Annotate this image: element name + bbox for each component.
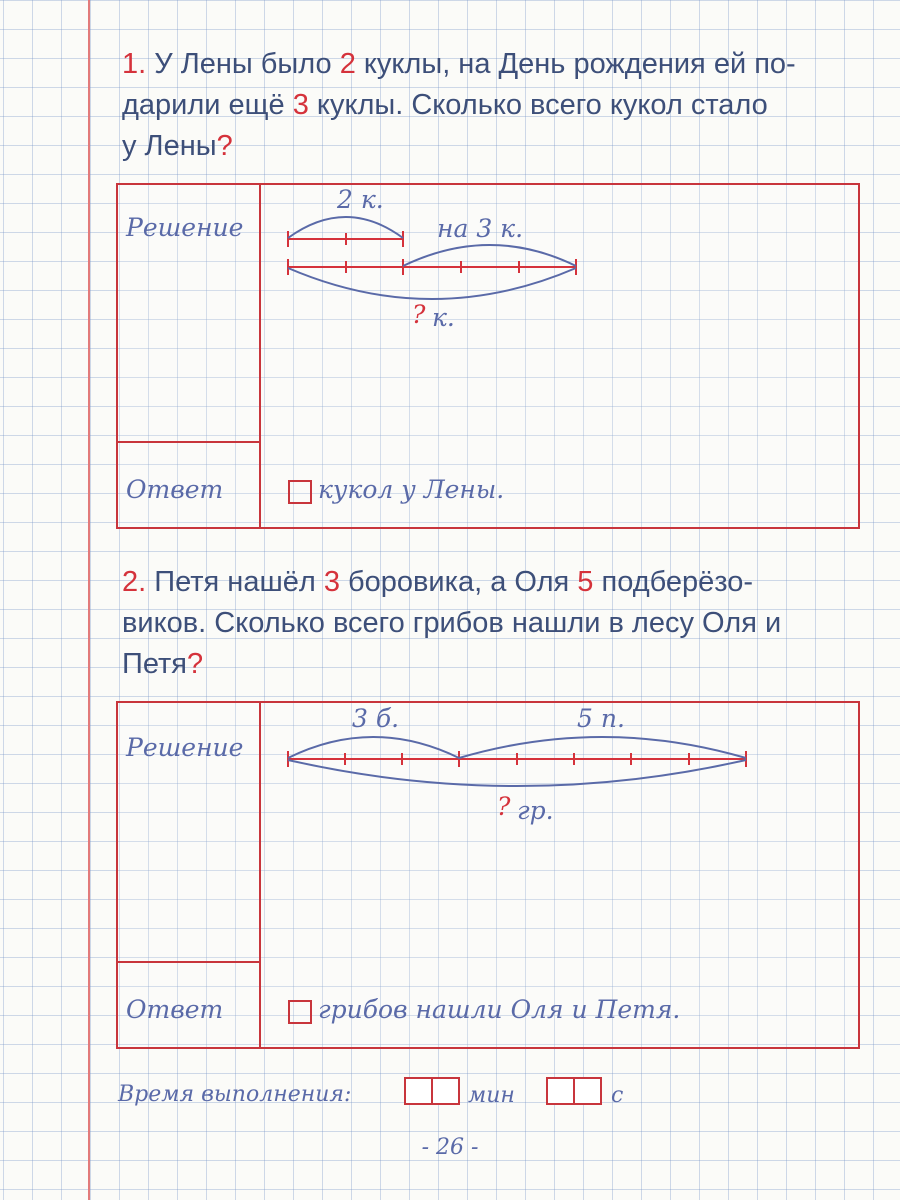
task-2-diagram [288,737,746,786]
task-2-text-part: Петя нашёл [154,566,324,598]
solution-label: Решение [126,213,244,242]
task-2-number-highlight: 5 [577,566,594,598]
diagram-label-part-1: 2 к. [337,185,384,214]
task-1-text-part: У Лены было [154,48,340,80]
minutes-input[interactable] [404,1077,460,1105]
time-label: Время выполнения: [118,1082,352,1107]
answer-label: Ответ [126,475,224,504]
task-2-number: 2. [122,566,147,598]
bracket-part-1 [288,737,459,758]
answer-text: грибов нашли Оля и Петя. [318,995,681,1024]
task-1-text-part: куклы. Сколько всего кукол стало [308,89,768,121]
digit-divider [573,1079,575,1103]
seconds-input[interactable] [546,1077,602,1105]
task-1-text-part: дарили ещё [122,89,293,121]
task-1-question-mark: ? [216,130,233,162]
answer-text: кукол у Лены. [318,475,505,504]
diagram-label-total: к. [432,303,455,332]
task-2-text-part: подберёзо- [593,566,754,598]
task-2-text-part: боровика, а Оля [339,566,578,598]
task-1-number-highlight: 2 [339,48,356,80]
seconds-unit: с [611,1083,624,1108]
diagram-label-part-1: 3 б. [352,704,400,733]
task-2-number-highlight: 3 [323,566,340,598]
diagram-label-part-2: 5 п. [577,704,625,733]
answer-label: Ответ [126,995,224,1024]
bracket-part-2 [459,737,746,758]
diagram-label-total: гр. [517,796,554,825]
page-number: - 26 - [421,1135,479,1160]
task-1-text-part: у Лены [122,130,217,162]
task-2-question-mark: ? [187,648,204,680]
diagram-question-mark: ? [412,300,426,329]
task-2-text-part: Петя [122,648,187,680]
task-1-number-highlight: 3 [292,89,309,121]
task-1-number: 1. [122,48,147,80]
task-2-text-part: виков. Сколько всего грибов нашли в лесу Оля и [122,607,782,639]
diagram-question-mark: ? [497,792,511,821]
diagram-label-part-2: на 3 к. [437,214,524,243]
solution-label: Решение [126,733,244,762]
digit-divider [431,1079,433,1103]
minutes-unit: мин [468,1083,515,1108]
task-1-text-part: куклы, на День рождения ей по- [355,48,796,80]
